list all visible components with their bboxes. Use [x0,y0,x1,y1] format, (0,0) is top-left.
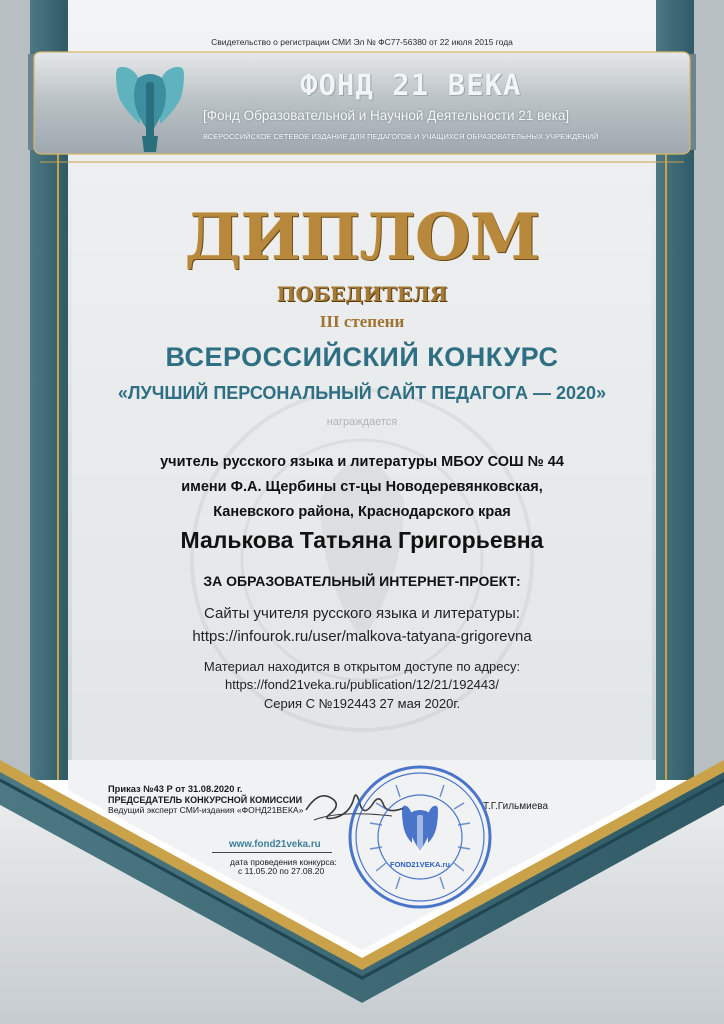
material-note: Материал находится в открытом доступе по адресу: [203,659,521,674]
position-line: Каневского района, Краснодарского края [213,504,511,520]
registration-text: Свидетельство о регистрации СМИ Эл № ФС77-56380 от 22 июля 2015 года [211,37,513,47]
expert-name: Т.Г.Гильмиева [483,801,549,812]
brand-subtitle: [Фонд Образовательной и Научной Деятельности 21 века] [203,108,570,123]
brand-tagline: ВСЕРОССИЙСКОЕ СЕТЕВОЕ ИЗДАНИЕ ДЛЯ ПЕДАГОГОВ И УЧАЩИХСЯ ОБРАЗОВАТЕЛЬНЫХ УЧРЕЖДЕНИЙ [203,132,599,141]
winner-label: ПОБЕДИТЕЛЯ [276,282,448,306]
material-url: https://fond21veka.ru/publication/12/21/192443/ [225,677,499,692]
project-url: https://infourok.ru/user/malkova-tatyana-grigorevna [192,628,532,645]
order-text: Приказ №43 Р от 31.08.2020 г. [108,784,243,794]
project-heading: ЗА ОБРАЗОВАТЕЛЬНЫЙ ИНТЕРНЕТ-ПРОЕКТ: [203,573,521,589]
date-label: дата проведения конкурса: [230,857,337,867]
contest-name: «ЛУЧШИЙ ПЕРСОНАЛЬНЫЙ САЙТ ПЕДАГОГА — 2020» [117,383,607,403]
brand-title: ФОНД 21 ВЕКА [300,68,522,102]
stamp-seal-icon [346,763,494,911]
stamp-center-text: FOND21VEKA.ru [389,860,451,869]
expert-label: Ведущий эксперт СМИ-издания «ФОНД21ВЕКА» [108,805,304,815]
position-line: имени Ф.А. Щербины ст-цы Новодеревянковская, [181,479,543,495]
divider [212,852,332,853]
contest-title: ВСЕРОССИЙСКИЙ КОНКУРС [165,342,559,372]
series-number: Серия С №192443 27 мая 2020г. [263,696,461,711]
diploma-title: ДИПЛОМ [184,200,540,275]
degree-label: III степени [319,312,405,331]
fund21-logo-icon [108,64,192,154]
position-line: учитель русского языка и литературы МБОУ СОШ № 44 [160,454,564,470]
chairman-label: ПРЕДСЕДАТЕЛЬ КОНКУРСНОЙ КОМИССИИ [108,795,303,805]
awarded-label: награждается [326,416,398,428]
recipient-position [0,450,724,525]
date-range: с 11.05.20 по 27.08.20 [238,866,325,876]
recipient-name: Малькова Татьяна Григорьевна [180,527,544,553]
project-description: Сайты учителя русского языка и литературы: [204,605,520,622]
website-link[interactable]: www.fond21veka.ru [229,839,321,850]
